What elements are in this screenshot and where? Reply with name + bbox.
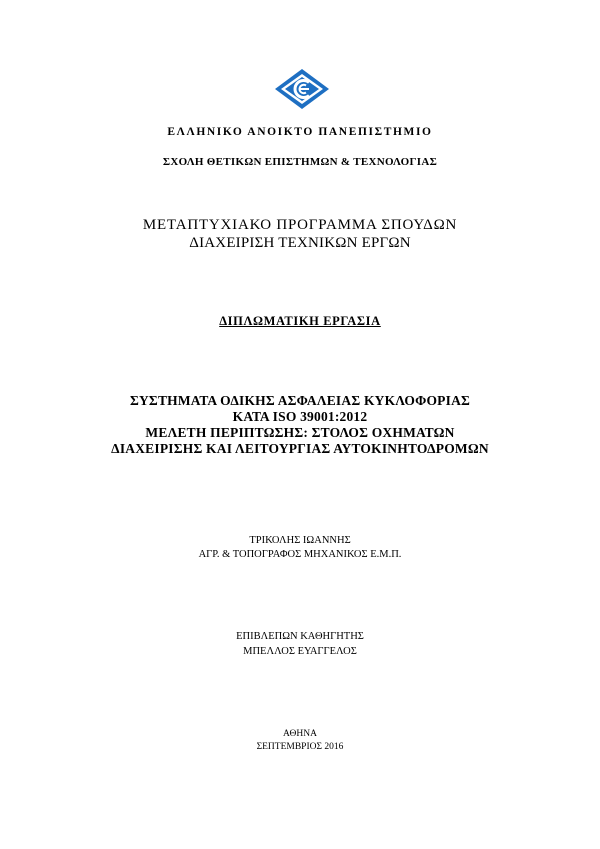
university-name: ΕΛΛΗΝΙΚΟ ΑΝΟΙΚΤΟ ΠΑΝΕΠΙΣΤΗΜΙΟ — [167, 126, 433, 138]
title-line-1: ΣΥΣΤΗΜΑΤΑ ΟΔΙΚΗΣ ΑΣΦΑΛΕΙΑΣ ΚΥΚΛΟΦΟΡΙΑΣ — [129, 393, 471, 408]
place: ΑΘΗΝΑ — [283, 729, 317, 739]
school-name: ΣΧΟΛΗ ΘΕΤΙΚΩΝ ΕΠΙΣΤΗΜΩΝ & ΤΕΧΝΟΛΟΓΙΑΣ — [162, 156, 438, 168]
title-line-2: ΚΑΤΑ ISO 39001:2012 — [232, 409, 368, 424]
supervisor-name: ΜΠΕΛΛΟΣ ΕΥΑΓΓΕΛΟΣ — [243, 646, 357, 657]
document-type: ΔΙΠΛΩΜΑΤΙΚΗ ΕΡΓΑΣΙΑ — [219, 314, 381, 328]
eap-logo-icon — [274, 68, 330, 110]
author-title: ΑΓΡ. & ΤΟΠΟΓΡΑΦΟΣ ΜΗΧΑΝΙΚΟΣ Ε.Μ.Π. — [198, 549, 402, 560]
supervisor-label: ΕΠΙΒΛΕΠΩΝ ΚΑΘΗΓΗΤΗΣ — [236, 631, 364, 642]
title-line-4: ΔΙΑΧΕΙΡΙΣΗΣ ΚΑΙ ΛΕΙΤΟΥΡΓΙΑΣ ΑΥΤΟΚΙΝΗΤΟΔΡΟΜΩΝ — [111, 441, 489, 456]
date: ΣΕΠΤΕΜΒΡΙΟΣ 2016 — [256, 742, 344, 752]
program-line-2: ΔΙΑΧΕΙΡΙΣΗ ΤΕΧΝΙΚΩΝ ΕΡΓΩΝ — [189, 235, 411, 251]
title-line-3: ΜΕΛΕΤΗ ΠΕΡΙΠΤΩΣΗΣ: ΣΤΟΛΟΣ ΟΧΗΜΑΤΩΝ — [145, 425, 455, 440]
author-name: ΤΡΙΚΟΛΗΣ ΙΩΑΝΝΗΣ — [249, 535, 351, 546]
program-line-1: ΜΕΤΑΠΤΥΧΙΑΚΟ ΠΡΟΓΡΑΜΜΑ ΣΠΟΥΔΩΝ — [142, 217, 458, 233]
